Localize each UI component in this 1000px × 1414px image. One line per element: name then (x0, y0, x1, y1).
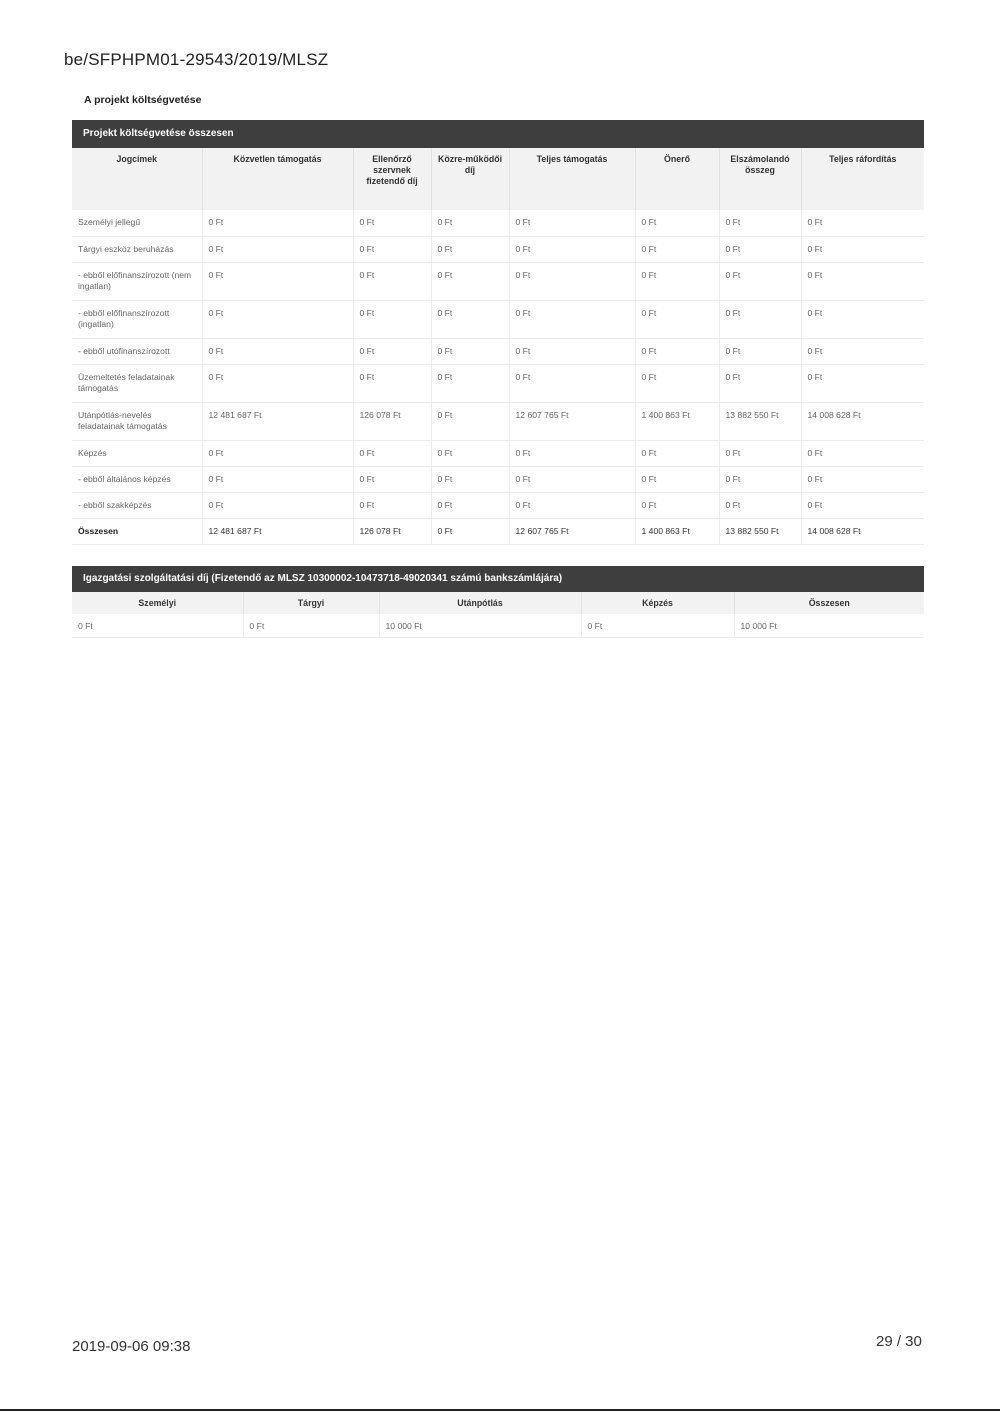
budget-col-header: Jogcímek (72, 148, 202, 210)
table-cell: 0 Ft (202, 300, 353, 338)
table-cell: 0 Ft (431, 466, 509, 492)
table-cell: 0 Ft (801, 338, 924, 364)
table-row (72, 338, 924, 364)
table-row (72, 402, 924, 440)
budget-col-header: Közre-működői díj (431, 148, 509, 210)
table-cell: 0 Ft (202, 338, 353, 364)
table-cell: 0 Ft (431, 364, 509, 402)
table-cell: 0 Ft (635, 364, 719, 402)
table-cell: 0 Ft (431, 492, 509, 518)
table-cell: 0 Ft (801, 364, 924, 402)
table-cell: 0 Ft (719, 262, 801, 300)
row-label: - ebből általános képzés (72, 466, 202, 492)
table-cell: 0 Ft (801, 262, 924, 300)
row-label: - ebből előfinanszírozott (nem ingatlan) (72, 262, 202, 300)
section-title: A projekt költségvetése (84, 94, 202, 106)
budget-col-header: Teljes támogatás (509, 148, 635, 210)
table-cell: 0 Ft (431, 440, 509, 466)
budget-col-header: Közvetlen támogatás (202, 148, 353, 210)
row-label: Képzés (72, 440, 202, 466)
fee-col-header: Utánpótlás (379, 592, 581, 614)
table-cell: 12 481 687 Ft (202, 518, 353, 544)
table-cell: 0 Ft (431, 210, 509, 236)
table-cell: 0 Ft (202, 262, 353, 300)
table-cell: 0 Ft (353, 262, 431, 300)
table-cell: 126 078 Ft (353, 402, 431, 440)
row-label: Üzemeltetés feladatainak támogatás (72, 364, 202, 402)
table-cell: 0 Ft (719, 466, 801, 492)
budget-panel (72, 120, 924, 545)
fee-col-header: Képzés (581, 592, 734, 614)
fee-panel (72, 566, 924, 638)
table-cell: 1 400 863 Ft (635, 402, 719, 440)
table-row (72, 492, 924, 518)
table-cell: 0 Ft (719, 440, 801, 466)
table-cell: 13 882 550 Ft (719, 518, 801, 544)
fee-header-row (72, 592, 924, 614)
table-cell: 0 Ft (72, 614, 243, 638)
table-cell: 12 481 687 Ft (202, 402, 353, 440)
budget-col-header: Teljes ráfordítás (801, 148, 924, 210)
budget-col-header: Önerő (635, 148, 719, 210)
table-row (72, 236, 924, 262)
table-row (72, 466, 924, 492)
table-cell: 0 Ft (635, 300, 719, 338)
table-cell: 0 Ft (509, 492, 635, 518)
table-cell: 0 Ft (801, 492, 924, 518)
table-cell: 0 Ft (202, 440, 353, 466)
table-cell: 0 Ft (353, 338, 431, 364)
table-cell: 0 Ft (353, 492, 431, 518)
table-cell: 0 Ft (509, 300, 635, 338)
table-cell: 0 Ft (431, 300, 509, 338)
document-id: be/SFPHPM01-29543/2019/MLSZ (64, 50, 329, 69)
table-cell: 0 Ft (801, 466, 924, 492)
table-cell: 0 Ft (509, 338, 635, 364)
table-cell: 13 882 550 Ft (719, 402, 801, 440)
table-cell: 0 Ft (431, 402, 509, 440)
table-cell: 10 000 Ft (379, 614, 581, 638)
table-cell: 0 Ft (243, 614, 379, 638)
table-cell: 0 Ft (353, 210, 431, 236)
table-cell: 0 Ft (635, 466, 719, 492)
table-cell: 14 008 628 Ft (801, 402, 924, 440)
table-cell: 0 Ft (353, 440, 431, 466)
table-cell: 0 Ft (719, 300, 801, 338)
row-label: Tárgyi eszköz beruházás (72, 236, 202, 262)
table-cell: 12 607 765 Ft (509, 402, 635, 440)
table-cell: 0 Ft (353, 364, 431, 402)
table-cell: 0 Ft (431, 338, 509, 364)
table-cell: 1 400 863 Ft (635, 518, 719, 544)
table-cell: 0 Ft (719, 492, 801, 518)
table-row (72, 364, 924, 402)
budget-table (72, 148, 924, 545)
row-label: - ebből előfinanszírozott (ingatlan) (72, 300, 202, 338)
table-cell: 0 Ft (719, 364, 801, 402)
table-cell: 0 Ft (202, 466, 353, 492)
table-cell: 0 Ft (635, 210, 719, 236)
table-cell: 0 Ft (635, 440, 719, 466)
table-cell: 0 Ft (509, 466, 635, 492)
table-row (72, 440, 924, 466)
table-cell: 126 078 Ft (353, 518, 431, 544)
table-cell: 0 Ft (801, 300, 924, 338)
table-cell: 0 Ft (431, 236, 509, 262)
fee-col-header: Összesen (734, 592, 924, 614)
table-cell: 0 Ft (719, 338, 801, 364)
fee-table (72, 592, 924, 638)
table-cell: 0 Ft (509, 210, 635, 236)
table-cell: 0 Ft (719, 210, 801, 236)
table-row (72, 262, 924, 300)
table-cell: 0 Ft (353, 466, 431, 492)
table-row (72, 300, 924, 338)
table-cell: 0 Ft (635, 492, 719, 518)
table-cell: 0 Ft (635, 236, 719, 262)
table-cell: 0 Ft (509, 364, 635, 402)
table-cell: 0 Ft (202, 210, 353, 236)
table-cell: 0 Ft (635, 262, 719, 300)
table-cell: 10 000 Ft (734, 614, 924, 638)
table-cell: 0 Ft (353, 236, 431, 262)
row-label: Személyi jellegű (72, 210, 202, 236)
table-cell: 0 Ft (202, 236, 353, 262)
table-cell: 0 Ft (509, 236, 635, 262)
table-cell: 0 Ft (202, 492, 353, 518)
table-cell: 0 Ft (801, 236, 924, 262)
budget-col-header: Ellenőrző szervnek fizetendő díj (353, 148, 431, 210)
table-cell: 0 Ft (719, 236, 801, 262)
fee-col-header: Tárgyi (243, 592, 379, 614)
row-label: Utánpótlás-nevelés feladatainak támogatás (72, 402, 202, 440)
table-row (72, 614, 924, 638)
budget-col-header: Elszámolandó összeg (719, 148, 801, 210)
table-cell: 0 Ft (581, 614, 734, 638)
row-label: Összesen (72, 518, 202, 544)
table-cell: 0 Ft (635, 338, 719, 364)
table-cell: 0 Ft (801, 440, 924, 466)
page-number: 29 / 30 (876, 1333, 922, 1350)
row-label: - ebből szakképzés (72, 492, 202, 518)
table-cell: 0 Ft (509, 440, 635, 466)
footer-date: 2019-09-06 09:38 (72, 1338, 191, 1355)
budget-panel-title: Projekt költségvetése összesen (72, 120, 924, 148)
table-row (72, 210, 924, 236)
budget-header-row (72, 148, 924, 210)
table-cell: 0 Ft (431, 262, 509, 300)
table-cell: 14 008 628 Ft (801, 518, 924, 544)
bottom-rule (0, 1409, 1000, 1411)
table-cell: 0 Ft (353, 300, 431, 338)
table-cell: 0 Ft (801, 210, 924, 236)
table-cell: 0 Ft (202, 364, 353, 402)
fee-col-header: Személyi (72, 592, 243, 614)
row-label: - ebből utófinanszírozott (72, 338, 202, 364)
table-cell: 0 Ft (509, 262, 635, 300)
total-row (72, 518, 924, 544)
table-cell: 0 Ft (431, 518, 509, 544)
fee-panel-title: Igazgatási szolgáltatási díj (Fizetendő az MLSZ 10300002-10473718-49020341 számú bankszámlájára) (72, 566, 924, 592)
table-cell: 12 607 765 Ft (509, 518, 635, 544)
